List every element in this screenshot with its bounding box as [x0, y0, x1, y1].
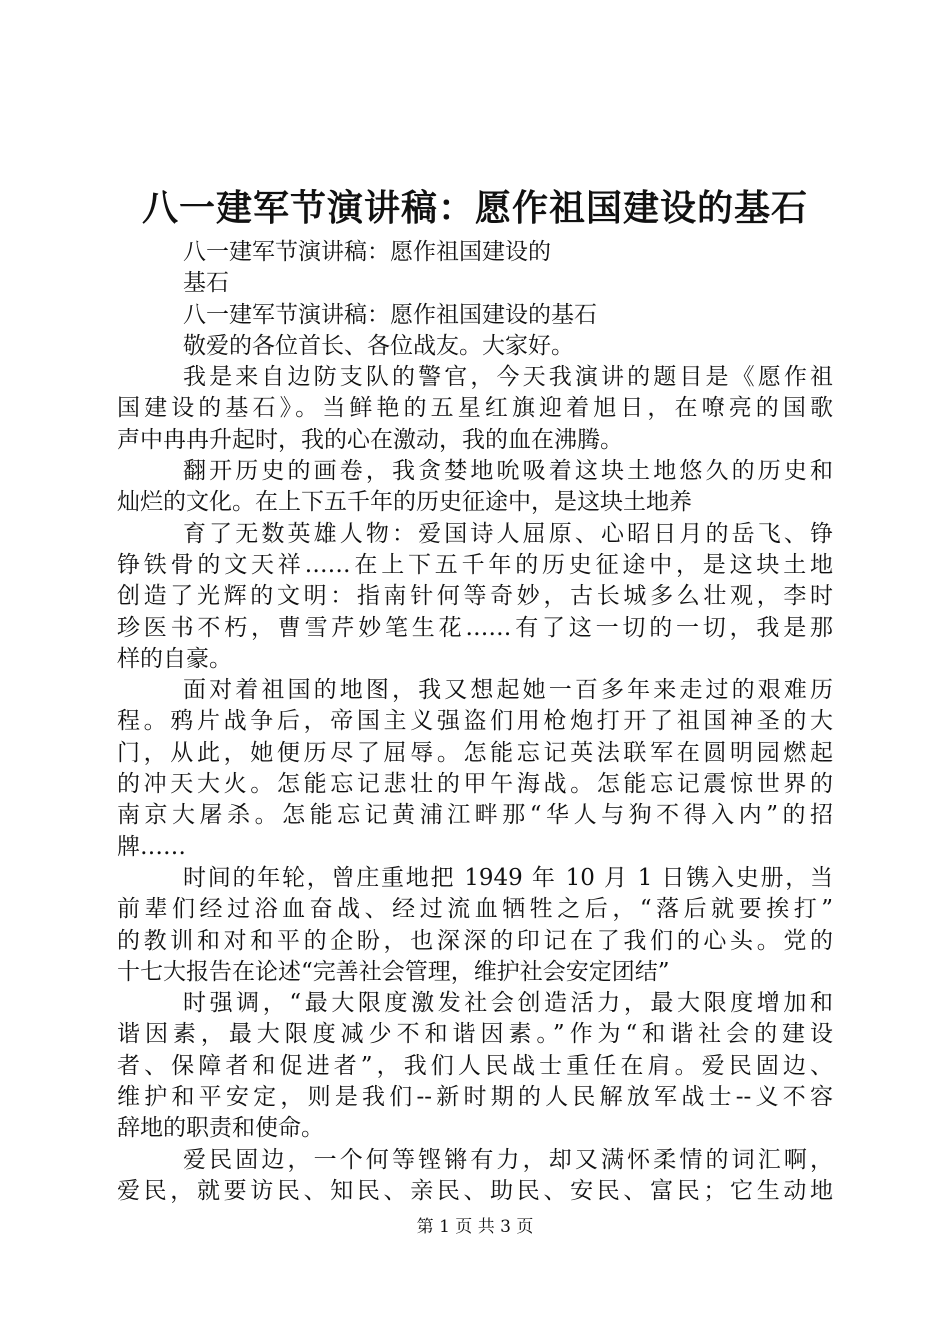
text-line: 门，从此，她便历尽了屈辱。怎能忘记英法联军在圆明园燃起 — [117, 739, 833, 766]
text-line: 育了无数英雄人物：爱国诗人屈原、心昭日月的岳飞、铮 — [183, 520, 833, 547]
text-line: 谐因素，最大限度减少不和谐因素。”作为“和谐社会的建设 — [117, 1021, 833, 1048]
text-line: 者、保障者和促进者”，我们人民战士重任在肩。爱民固边、 — [117, 1052, 833, 1079]
text-line: 八一建军节演讲稿：愿作祖国建设的基石 — [183, 301, 597, 328]
text-line: 灿烂的文化。在上下五千年的历史征途中，是这块土地养 — [117, 489, 692, 516]
document-body — [117, 237, 833, 1207]
text-line: 的冲天大火。怎能忘记悲壮的甲午海战。怎能忘记震惊世界的 — [117, 771, 833, 798]
text-line: 创造了光辉的文明：指南针何等奇妙，古长城多么壮观，李时 — [117, 583, 833, 610]
text-line: 时间的年轮，曾庄重地把 1949 年 10 月 1 日镌入史册，当 — [183, 864, 833, 891]
text-line: 基石 — [183, 270, 229, 297]
text-line: 的教训和对和平的企盼，也深深的印记在了我们的心头。党的 — [117, 927, 833, 954]
text-line: 十七大报告在论述“完善社会管理，维护社会安定团结” — [117, 958, 670, 985]
text-line: 声中冉冉升起时，我的心在激动，我的血在沸腾。 — [117, 426, 623, 453]
text-line: 铮铁骨的文天祥……在上下五千年的历史征途中，是这块土地 — [117, 551, 833, 578]
text-line: 辞地的职责和使命。 — [117, 1115, 324, 1142]
text-line: 程。鸦片战争后，帝国主义强盗们用枪炮打开了祖国神圣的大 — [117, 708, 833, 735]
page-footer: 第 1 页 共 3 页 — [416, 1217, 534, 1237]
text-line: 珍医书不朽，曹雪芹妙笔生花……有了这一切的一切，我是那 — [117, 614, 833, 641]
text-line: 我是来自边防支队的警官，今天我演讲的题目是《愿作祖 — [183, 364, 833, 391]
text-line: 面对着祖国的地图，我又想起她一百多年来走过的艰难历 — [183, 677, 833, 704]
text-line: 八一建军节演讲稿：愿作祖国建设的 — [183, 239, 551, 265]
text-line: 爱民，就要访民、知民、亲民、助民、安民、富民；它生动地 — [117, 1177, 833, 1204]
text-line: 维护和平安定，则是我们--新时期的人民解放军战士--义不容 — [117, 1084, 833, 1111]
text-line: 翻开历史的画卷，我贪婪地吮吸着这块土地悠久的历史和 — [183, 458, 833, 485]
text-line: 样的自豪。 — [117, 645, 232, 672]
text-line: 国建设的基石》。当鲜艳的五星红旗迎着旭日，在嘹亮的国歌 — [117, 395, 833, 422]
text-line: 敬爱的各位首长、各位战友。大家好。 — [183, 332, 574, 359]
text-line: 时强调，“最大限度激发社会创造活力，最大限度增加和 — [183, 990, 833, 1017]
text-line: 牌…… — [117, 833, 186, 860]
document-title: 八一建军节演讲稿：愿作祖国建设的基石 — [141, 187, 808, 229]
text-line: 南京大屠杀。怎能忘记黄浦江畔那“华人与狗不得入内”的招 — [117, 802, 833, 829]
text-line: 爱民固边，一个何等铿锵有力，却又满怀柔情的词汇啊， — [183, 1146, 833, 1173]
text-line: 前辈们经过浴血奋战、经过流血牺牲之后，“落后就要挨打” — [117, 896, 833, 923]
